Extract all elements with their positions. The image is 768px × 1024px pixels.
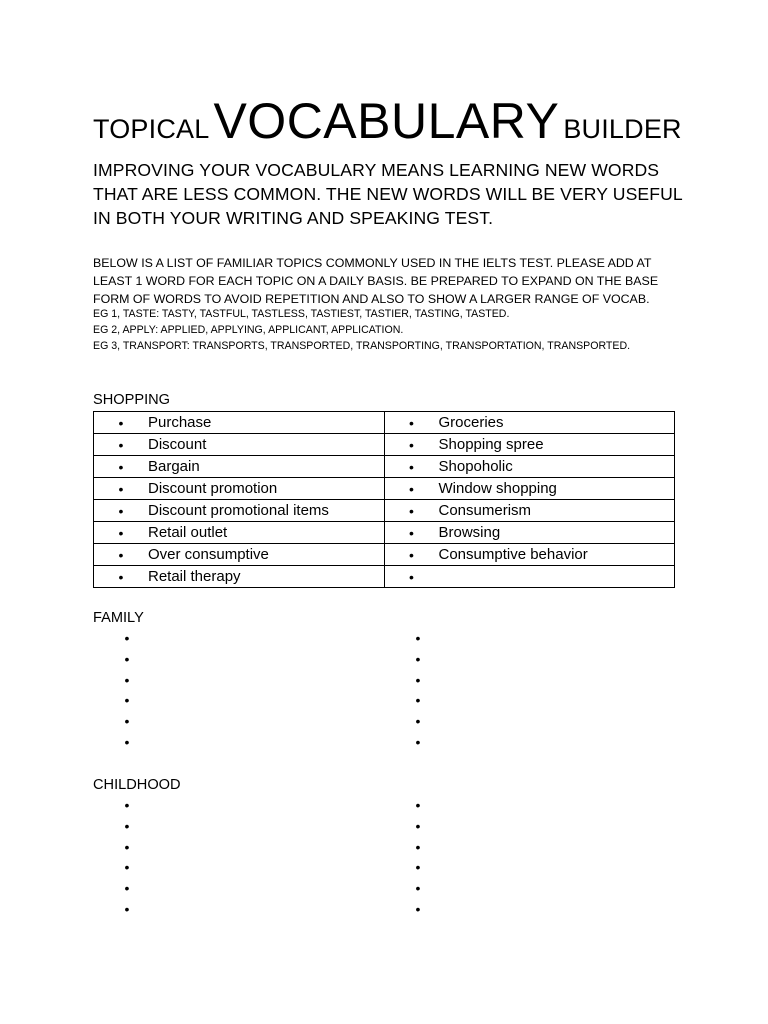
table-cell [94, 544, 385, 566]
bullet-icon: • [409, 546, 414, 563]
vocab-word: Over consumptive [148, 546, 269, 563]
bullet-icon: • [415, 713, 421, 730]
title-vocabulary: VOCABULARY [213, 93, 560, 149]
bullet-icon: • [124, 630, 130, 646]
vocab-word: Consumptive behavior [438, 546, 588, 563]
bullet-icon: • [124, 880, 130, 897]
bullet-icon: • [118, 414, 124, 431]
intro-paragraph [93, 158, 693, 230]
table-cell [384, 544, 675, 566]
table-cell [94, 478, 385, 500]
bullet-icon: • [124, 797, 130, 813]
vocab-word: Shopping spree [438, 436, 544, 453]
bullet-icon: • [124, 733, 130, 750]
list-item [93, 901, 675, 922]
bullet-icon: • [415, 859, 421, 876]
bullet-icon: • [409, 502, 414, 519]
bullet-icon: • [415, 692, 421, 709]
bullet-icon: • [415, 630, 421, 646]
vocab-word: Shopoholic [438, 458, 513, 475]
bullet-icon: • [409, 524, 414, 541]
intro-line: IN BOTH YOUR WRITING AND SPEAKING TEST. [93, 208, 494, 228]
vocab-word: Browsing [438, 524, 501, 541]
bullet-icon: • [118, 458, 124, 475]
vocab-word: Discount promotional items [148, 502, 329, 519]
description-line: FORM OF WORDS TO AVOID REPETITION AND ALSO TO SHOW A LARGER RANGE OF VOCAB. [93, 292, 650, 306]
example-1: EG 1, TASTE: TASTY, TASTFUL, TASTLESS, TASTIEST, TASTIER, TASTING, TASTED. [93, 308, 510, 320]
table-row [94, 478, 675, 500]
table-cell [384, 522, 675, 544]
list-item [93, 839, 675, 860]
table-row [94, 544, 675, 566]
bullet-icon: • [409, 414, 414, 431]
table-cell [384, 500, 675, 522]
list-item [93, 859, 675, 880]
title-builder: BUILDER [563, 114, 682, 144]
table-cell [384, 566, 675, 588]
intro-line: THAT ARE LESS COMMON. THE NEW WORDS WILL BE VERY USEFUL [93, 184, 683, 204]
title-topical: TOPICAL [93, 114, 210, 144]
bullet-icon: • [415, 650, 421, 667]
bullet-icon: • [415, 733, 421, 750]
list-item [93, 692, 675, 713]
document-title [93, 92, 693, 150]
table-cell [94, 500, 385, 522]
vocab-word: Retail outlet [148, 524, 228, 541]
bullet-icon: • [124, 650, 130, 667]
childhood-heading: CHILDHOOD [93, 777, 181, 793]
childhood-list [93, 797, 675, 922]
table-cell [384, 456, 675, 478]
example-2: EG 2, APPLY: APPLIED, APPLYING, APPLICANT, APPLICATION. [93, 324, 404, 336]
list-item [93, 797, 675, 818]
bullet-icon: • [415, 880, 421, 897]
family-heading: FAMILY [93, 610, 144, 626]
shopping-table [93, 411, 675, 588]
description-paragraph [93, 254, 693, 308]
vocab-word: Consumerism [438, 502, 532, 519]
bullet-icon: • [118, 546, 124, 563]
bullet-icon: • [124, 817, 130, 834]
list-item [93, 880, 675, 901]
bullet-icon: • [415, 900, 421, 917]
bullet-icon: • [118, 480, 124, 497]
bullet-icon: • [415, 817, 421, 834]
list-item [93, 818, 675, 839]
bullet-icon: • [415, 671, 421, 688]
family-list [93, 630, 675, 755]
list-item [93, 651, 675, 672]
vocab-word: Groceries [438, 414, 504, 431]
vocab-word: Retail therapy [148, 568, 241, 585]
bullet-icon: • [415, 838, 421, 855]
table-cell [94, 434, 385, 456]
list-item [93, 713, 675, 734]
table-cell [384, 478, 675, 500]
bullet-icon: • [118, 524, 124, 541]
table-cell [94, 456, 385, 478]
vocab-word: Discount promotion [148, 480, 278, 497]
description-line: LEAST 1 WORD FOR EACH TOPIC ON A DAILY BASIS. BE PREPARED TO EXPAND ON THE BASE [93, 274, 659, 288]
bullet-icon: • [124, 671, 130, 688]
bullet-icon: • [124, 859, 130, 876]
bullet-icon: • [124, 900, 130, 917]
vocab-word: Discount [148, 436, 207, 453]
bullet-icon: • [409, 568, 414, 585]
list-item [93, 672, 675, 693]
bullet-icon: • [124, 713, 130, 730]
bullet-icon: • [118, 436, 124, 453]
table-cell [384, 434, 675, 456]
table-row [94, 456, 675, 478]
example-3: EG 3, TRANSPORT: TRANSPORTS, TRANSPORTED, TRANSPORTING, TRANSPORTATION, TRANSPORTED. [93, 340, 631, 352]
bullet-icon: • [409, 480, 414, 497]
vocab-word: Purchase [148, 414, 212, 431]
list-item [93, 630, 675, 651]
table-row [94, 412, 675, 434]
table-row [94, 434, 675, 456]
table-row [94, 500, 675, 522]
table-cell [384, 412, 675, 434]
bullet-icon: • [409, 458, 414, 475]
intro-line: IMPROVING YOUR VOCABULARY MEANS LEARNING NEW WORDS [93, 160, 660, 180]
vocab-word: Bargain [148, 458, 200, 475]
shopping-heading: SHOPPING [93, 392, 171, 408]
table-cell [94, 522, 385, 544]
list-item [93, 734, 675, 755]
table-row [94, 566, 675, 588]
bullet-icon: • [409, 436, 414, 453]
table-row [94, 522, 675, 544]
table-cell [94, 566, 385, 588]
table-cell [94, 412, 385, 434]
bullet-icon: • [118, 568, 124, 585]
bullet-icon: • [124, 838, 130, 855]
bullet-icon: • [415, 797, 421, 813]
bullet-icon: • [118, 502, 124, 519]
vocab-word: Window shopping [438, 480, 557, 497]
description-line: BELOW IS A LIST OF FAMILIAR TOPICS COMMONLY USED IN THE IELTS TEST. PLEASE ADD AT [93, 256, 652, 270]
bullet-icon: • [124, 692, 130, 709]
